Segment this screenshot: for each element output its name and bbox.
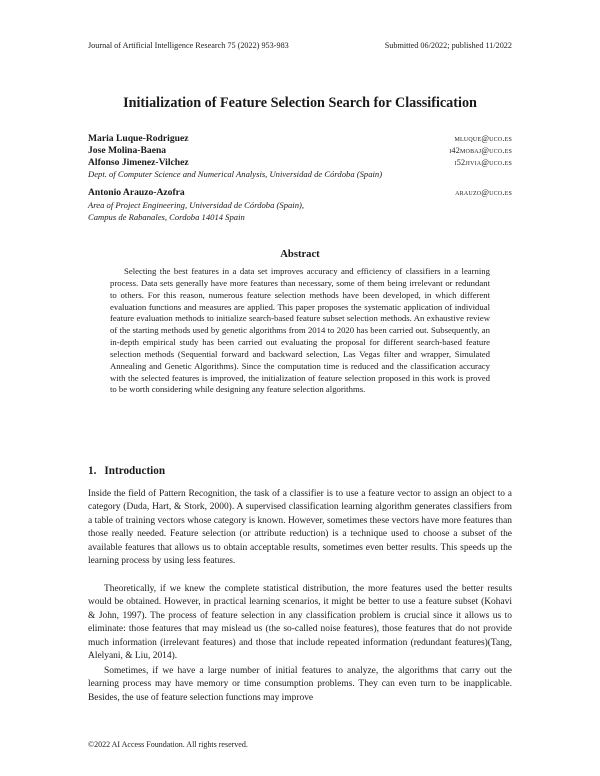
- author-name: Jose Molina-Baena: [88, 145, 167, 156]
- running-header: [88, 41, 512, 50]
- section-title: Introduction: [104, 465, 166, 477]
- author-email: i52jivia@uco.es: [454, 158, 512, 167]
- body-paragraph: Theoretically, if we knew the complete statistical distribution, the more features used the better results would be obtained. However, in practical learning scenarios, it might be better to use a feature subset (Kohavi & John, 1997). The process of feature selection in any classification problem is crucial since it allows us to eliminate: those features that may mislead us (the so-called noise features), those features that do not provide much information (irrelevant features) and those that include repeated information (redundant features)(Tang, Alelyani, & Liu, 2014).: [88, 584, 512, 662]
- section-number: 1.: [88, 465, 97, 477]
- abstract-heading: Abstract: [280, 249, 320, 260]
- affiliation: Campus de Rabanales, Cordoba 14014 Spain: [88, 212, 245, 222]
- author-email: arauzo@uco.es: [455, 188, 512, 197]
- author-email: mluque@uco.es: [454, 134, 512, 143]
- author-row: [88, 187, 512, 199]
- body-paragraph: Inside the field of Pattern Recognition, the task of a classifier is to use a feature vector to assign an object to a category (Duda, Hart, & Stork, 2000). A supervised classification learning algorithm generates classifiers from a table of training vectors whose category is known. However, sometimes these vectors have more features than those really needed. Feature selection (or attribute reduction) is a technique used to choose a subset of the available features that allows us to obtain acceptable results, sometimes even better results. This speeds up the learning process by using less features.: [88, 489, 512, 567]
- paper-title: Initialization of Feature Selection Search for Classification: [123, 95, 477, 111]
- affiliation: Dept. of Computer Science and Numerical Analysis, Universidad de Córdoba (Spain): [88, 169, 383, 179]
- author-email: i42mobaj@uco.es: [449, 146, 512, 155]
- author-name: Maria Luque-Rodriguez: [88, 133, 189, 144]
- journal-citation: Journal of Artificial Intelligence Research 75 (2022) 953-983: [88, 41, 289, 50]
- body-paragraph: Sometimes, if we have a large number of initial features to analyze, the algorithms that carry out the learning process may have memory or time consumption problems. They can even turn to be inapplicable. Besides, the use of feature selection functions may improve: [88, 666, 512, 703]
- affiliation: Area of Project Engineering, Universidad de Córdoba (Spain),: [88, 200, 305, 210]
- abstract-text: Selecting the best features in a data set improves accuracy and efficiency of classifiers in a learning process. Data sets generally have more features than necessary, some of them being irrelevant or redundant to others. For this reason, numerous feature selection methods have been developed, in which different evaluation functions and measures are applied. This paper proposes the systematic application of individual feature evaluation methods to initialize search-based feature subset selection methods. An exhaustive review of the starting methods used by genetic algorithms from 2014 to 2020 has been carried out. Subsequently, an in-depth empirical study has been carried out evaluating the proposal for different search-based feature selection methods (Sequential forward and backward selection, Las Vegas filter and wrapper, Simulated Annealing and Genetic Algorithms). Since the computation time is reduced and the classification accuracy with the selected features is improved, the initialization of feature selection proposed in this work is proved to be worth considering while designing any feature selection algorithms.: [110, 266, 490, 395]
- author-row: [88, 157, 512, 169]
- author-name: Antonio Arauzo-Azofra: [88, 187, 185, 198]
- author-name: Alfonso Jimenez-Vilchez: [88, 157, 189, 168]
- author-row: [88, 133, 512, 145]
- author-row: [88, 145, 512, 157]
- submission-dates: Submitted 06/2022; published 11/2022: [384, 41, 512, 50]
- section-heading: [88, 465, 165, 477]
- copyright-footer: ©2022 AI Access Foundation. All rights reserved.: [88, 740, 248, 749]
